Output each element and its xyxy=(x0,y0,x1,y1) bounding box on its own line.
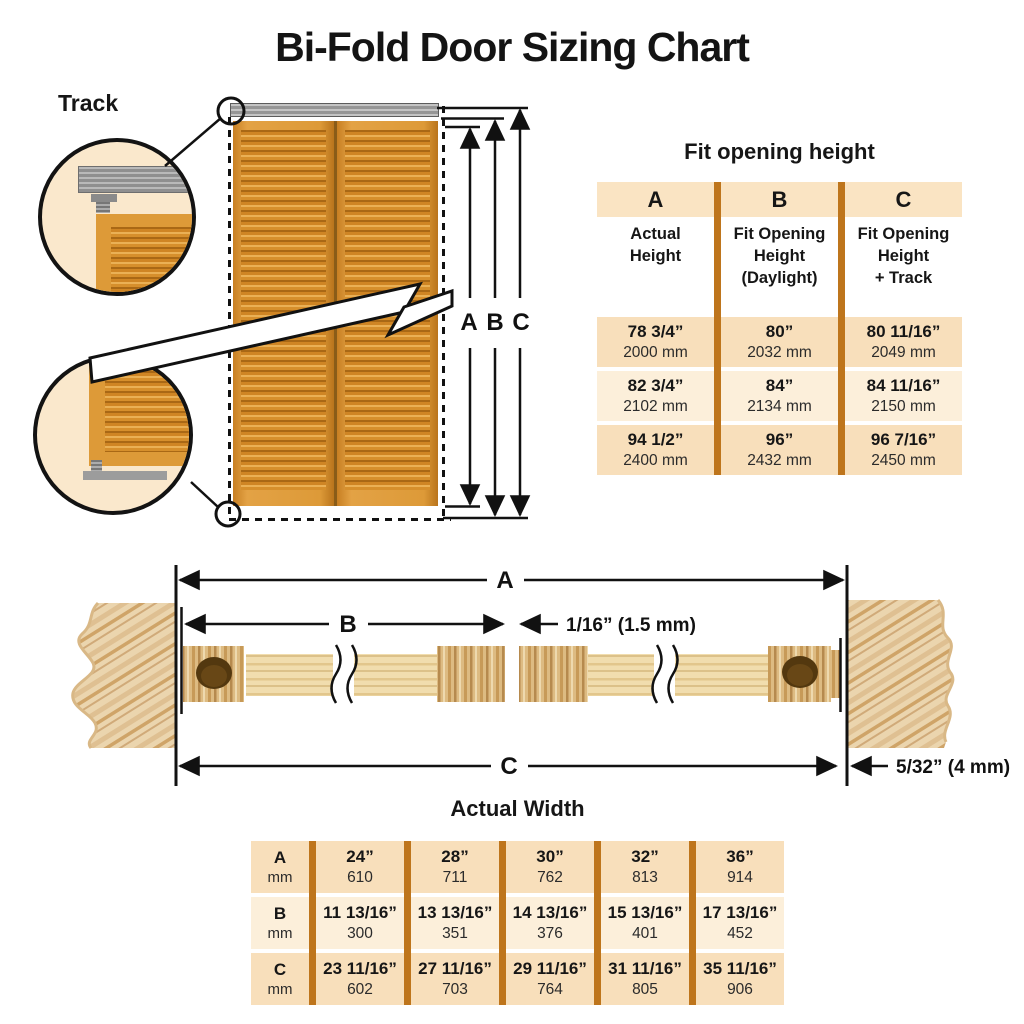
gap-dimension-label: 1/16” (1.5 mm) xyxy=(566,615,696,636)
door-stile-block xyxy=(437,646,505,702)
table-divider xyxy=(594,841,601,1005)
door-stile-block xyxy=(519,646,588,702)
table-cell: 84 11/16” 2150 mm xyxy=(845,371,962,421)
table-cell: 78 3/4” 2000 mm xyxy=(597,317,714,367)
door-stile-block xyxy=(768,646,831,702)
table-cell: 35 11/16” 906 xyxy=(696,953,784,1005)
dim-label-c: C xyxy=(500,753,518,780)
column-heading: Fit Opening Height (Daylight) xyxy=(721,217,838,312)
roller-pin-detail xyxy=(96,202,110,213)
height-table-title: Fit opening height xyxy=(684,139,875,164)
table-cell: 23 11/16” 602 xyxy=(316,953,404,1005)
size-column-1 xyxy=(316,841,404,1005)
louvers xyxy=(111,227,196,296)
table-cell: 13 13/16” 351 xyxy=(411,897,499,949)
louvers xyxy=(105,355,193,452)
table-cell: 15 13/16” 401 xyxy=(601,897,689,949)
left-wall xyxy=(73,603,176,748)
door-rail xyxy=(588,654,654,696)
page-title: Bi-Fold Door Sizing Chart xyxy=(275,24,749,70)
table-column-b xyxy=(721,182,838,475)
table-cell: 36” 914 xyxy=(696,841,784,893)
row-label: C mm xyxy=(251,953,309,1005)
pivot-bracket-detail xyxy=(83,471,167,480)
door-panel-right xyxy=(337,121,438,506)
size-column-5 xyxy=(696,841,784,1005)
row-label-column xyxy=(251,841,309,1005)
door-panel-left xyxy=(233,121,334,506)
size-column-3 xyxy=(506,841,594,1005)
table-cell: 27 11/16” 703 xyxy=(411,953,499,1005)
right-wall xyxy=(847,600,953,748)
column-heading: Fit Opening Height + Track xyxy=(845,217,962,312)
table-divider xyxy=(404,841,411,1005)
bifold-door-illustration xyxy=(233,121,438,506)
table-cell: 94 1/2” 2400 mm xyxy=(597,425,714,475)
table-column-a xyxy=(597,182,714,475)
door-track-bar xyxy=(230,103,439,117)
column-heading: Actual Height xyxy=(597,217,714,312)
louvers xyxy=(345,130,430,490)
door-rail xyxy=(675,654,768,696)
table-cell: 96” 2432 mm xyxy=(721,425,838,475)
clearance-dimension-label: 5/32” (4 mm) xyxy=(896,757,1011,778)
door-corner-detail xyxy=(96,214,196,296)
table-cell: 29 11/16” 764 xyxy=(506,953,594,1005)
louvers xyxy=(241,130,326,490)
dim-label-a: A xyxy=(496,567,514,594)
table-cell: 84” 2134 mm xyxy=(721,371,838,421)
table-cell: 31 11/16” 805 xyxy=(601,953,689,1005)
column-letter: A xyxy=(597,182,714,217)
width-table-title: Actual Width xyxy=(450,796,585,821)
pivot-hole-shade xyxy=(201,665,227,687)
pivot-pin-detail xyxy=(91,460,102,471)
table-column-c xyxy=(845,182,962,475)
table-cell: 14 13/16” 376 xyxy=(506,897,594,949)
track-detail-circle xyxy=(38,138,196,296)
table-cell: 24” 610 xyxy=(316,841,404,893)
fit-opening-height-table xyxy=(597,182,962,475)
door-rail xyxy=(354,654,437,696)
pivot-hole xyxy=(782,656,818,688)
table-divider xyxy=(689,841,696,1005)
column-letter: B xyxy=(721,182,838,217)
table-cell: 82 3/4” 2102 mm xyxy=(597,371,714,421)
height-dimension-labels xyxy=(460,309,529,336)
table-divider xyxy=(499,841,506,1005)
size-column-4 xyxy=(601,841,689,1005)
door-edge-strip xyxy=(831,650,841,698)
size-column-2 xyxy=(411,841,499,1005)
dim-label-b: B xyxy=(339,611,357,638)
track-rail-detail xyxy=(78,166,196,193)
door-corner-detail xyxy=(89,355,193,466)
dim-label-c: C xyxy=(512,309,530,336)
width-dimension-labels xyxy=(339,567,1010,780)
table-cell: 11 13/16” 300 xyxy=(316,897,404,949)
rail-break-marks xyxy=(332,645,678,703)
actual-width-table xyxy=(251,841,784,1005)
table-divider xyxy=(838,182,845,475)
table-cell: 80” 2032 mm xyxy=(721,317,838,367)
column-letter: C xyxy=(845,182,962,217)
table-divider xyxy=(309,841,316,1005)
table-cell: 32” 813 xyxy=(601,841,689,893)
dim-label-b: B xyxy=(486,309,504,336)
table-cell: 96 7/16” 2450 mm xyxy=(845,425,962,475)
extension-lines xyxy=(176,565,847,786)
table-cell: 80 11/16” 2049 mm xyxy=(845,317,962,367)
pivot-hole-shade xyxy=(787,664,813,686)
row-label: A mm xyxy=(251,841,309,893)
row-label: B mm xyxy=(251,897,309,949)
dim-label-a: A xyxy=(460,309,478,336)
track-label: Track xyxy=(58,90,119,116)
roller-detail xyxy=(91,194,117,202)
pivot-hole xyxy=(196,657,232,689)
pivot-detail-circle xyxy=(33,355,193,515)
table-cell: 17 13/16” 452 xyxy=(696,897,784,949)
table-divider xyxy=(714,182,721,475)
door-rail xyxy=(246,654,333,696)
door-stile-block xyxy=(183,646,244,702)
width-dimension-lines xyxy=(180,580,888,766)
height-dimension-lines xyxy=(437,108,528,518)
table-cell: 30” 762 xyxy=(506,841,594,893)
table-cell: 28” 711 xyxy=(411,841,499,893)
door-cross-section xyxy=(183,645,841,703)
